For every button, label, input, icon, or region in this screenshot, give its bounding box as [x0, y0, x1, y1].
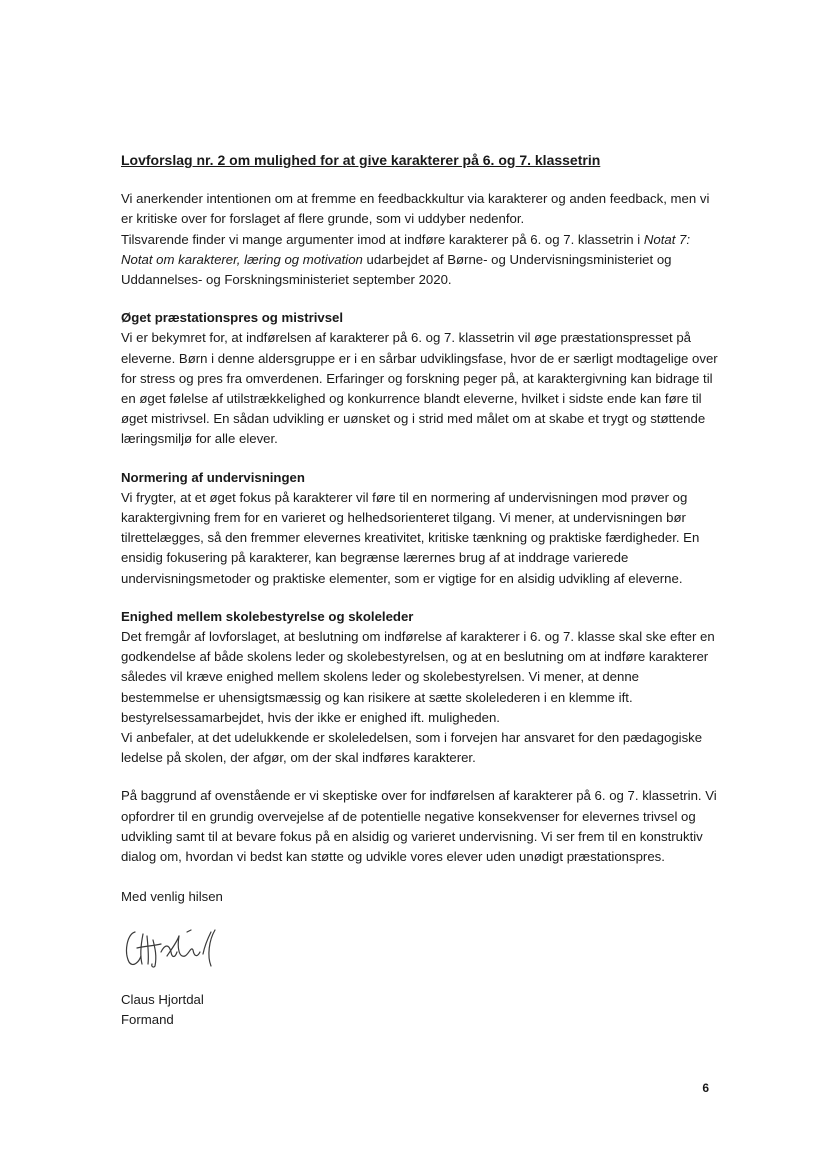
section-body: Det fremgår af lovforslaget, at beslutning om indførelse af karakterer i 6. og 7. klasse skal ske efter en godkendelse af både skolens leder og skolebestyrelsen, og at en beslutning om at indføre karakterer således vil kræve enighed mellem skolens leder og skolebestyrelsen. Vi mener, at denne bestemmelse er uhensigtsmæssig og kan risikere at sætte skolelederen i en klemme ift. bestyrelsessamarbejdet, hvis der ikke er enighed ift. muligheden. [121, 629, 715, 725]
section-body-recommendation: Vi anbefaler, at det udelukkende er skoleledelsen, som i forvejen har ansvaret for den pædagogiske ledelse på skolen, der afgør, om der skal indføres karakterer. [121, 730, 703, 766]
page-number: 6 [702, 1081, 709, 1095]
closing-greeting: Med venlig hilsen [121, 889, 223, 905]
section-agreement [121, 607, 721, 769]
signature-icon [121, 922, 231, 970]
intro-paragraph-1: Vi anerkender intentionen om at fremme en feedbackkultur via karakterer og anden feedback, men vi er kritiske over for forslaget af flere grunde, som vi uddyber nedenfor. [121, 191, 710, 227]
section-body: Vi frygter, at et øget fokus på karakterer vil føre til en normering af undervisningen mod prøver og karaktergivning frem for en varieret og helhedsorienteret tilgang. Vi mener, at undervisningen bør tilrettelægges, så den fremmer elevernes kreativitet, kritiske tænkning og praktiske færdigheder. En ensidig fokusering på karakterer, kan begrænse lærernes brug af at inddrage varierede undervisningsmetoder og praktiske elementer, som er vigtige for en alsidig udvikling af eleverne. [121, 489, 700, 586]
document-title: Lovforslag nr. 2 om mulighed for at give karakterer på 6. og 7. klassetrin [121, 152, 601, 168]
intro-paragraph-2-start: Tilsvarende finder vi mange argumenter imod at indføre karakterer på 6. og 7. klassetrin i [121, 231, 644, 247]
section-heading: Normering af undervisningen [121, 469, 305, 485]
signatory-title: Formand [121, 1011, 174, 1027]
section-body: Vi er bekymret for, at indførelsen af karakterer på 6. og 7. klassetrin vil øge præstationspresset på eleverne. Børn i denne aldersgruppe er i en sårbar udviklingsfase, hvor de er særligt modtagelige over for stress og pres fra omverdenen. Erfaringer og forskning peger på, at karaktergivning kan bidrage til en øget følelse af utilstrækkelighed og konkurrence blandt eleverne, hvilket i sidste ende kan føre til øget mistrivsel. En sådan udvikling er uønsket og i strid med målet om at skabe et trygt og støttende læringsmiljø for alle elever. [121, 330, 718, 447]
signatory-name: Claus Hjortdal [121, 991, 204, 1007]
conclusion-block [121, 786, 721, 867]
conclusion-paragraph: På baggrund af ovenstående er vi skeptiske over for indførelsen af karakterer på 6. og 7. klassetrin. Vi opfordrer til en grundig overvejelse af de potentielle negative konsekvenser for elevernes trivsel og udvikling samt til at bevare fokus på en alsidig og varieret undervisning. Vi ser frem til en konstruktiv dialog om, hvordan vi bedst kan støtte og udvikle vores elever uden unødigt præstationspres. [121, 788, 717, 865]
intro-paragraph-2-end: udarbejdet af Børne- og Undervisningsministeriet og Uddannelses- og Forskningsministeriet september 2020. [121, 251, 672, 288]
section-pressure [121, 308, 721, 449]
referenced-report-title: Notat 7: Notat om karakterer, læring og motivation [121, 231, 691, 267]
section-heading: Øget præstationspres og mistrivsel [121, 310, 344, 326]
intro-paragraph-2 [121, 230, 721, 291]
intro-block [121, 189, 721, 290]
document-body [121, 150, 721, 1030]
section-heading: Enighed mellem skolebestyrelse og skoleleder [121, 608, 414, 624]
section-normering [121, 468, 721, 589]
